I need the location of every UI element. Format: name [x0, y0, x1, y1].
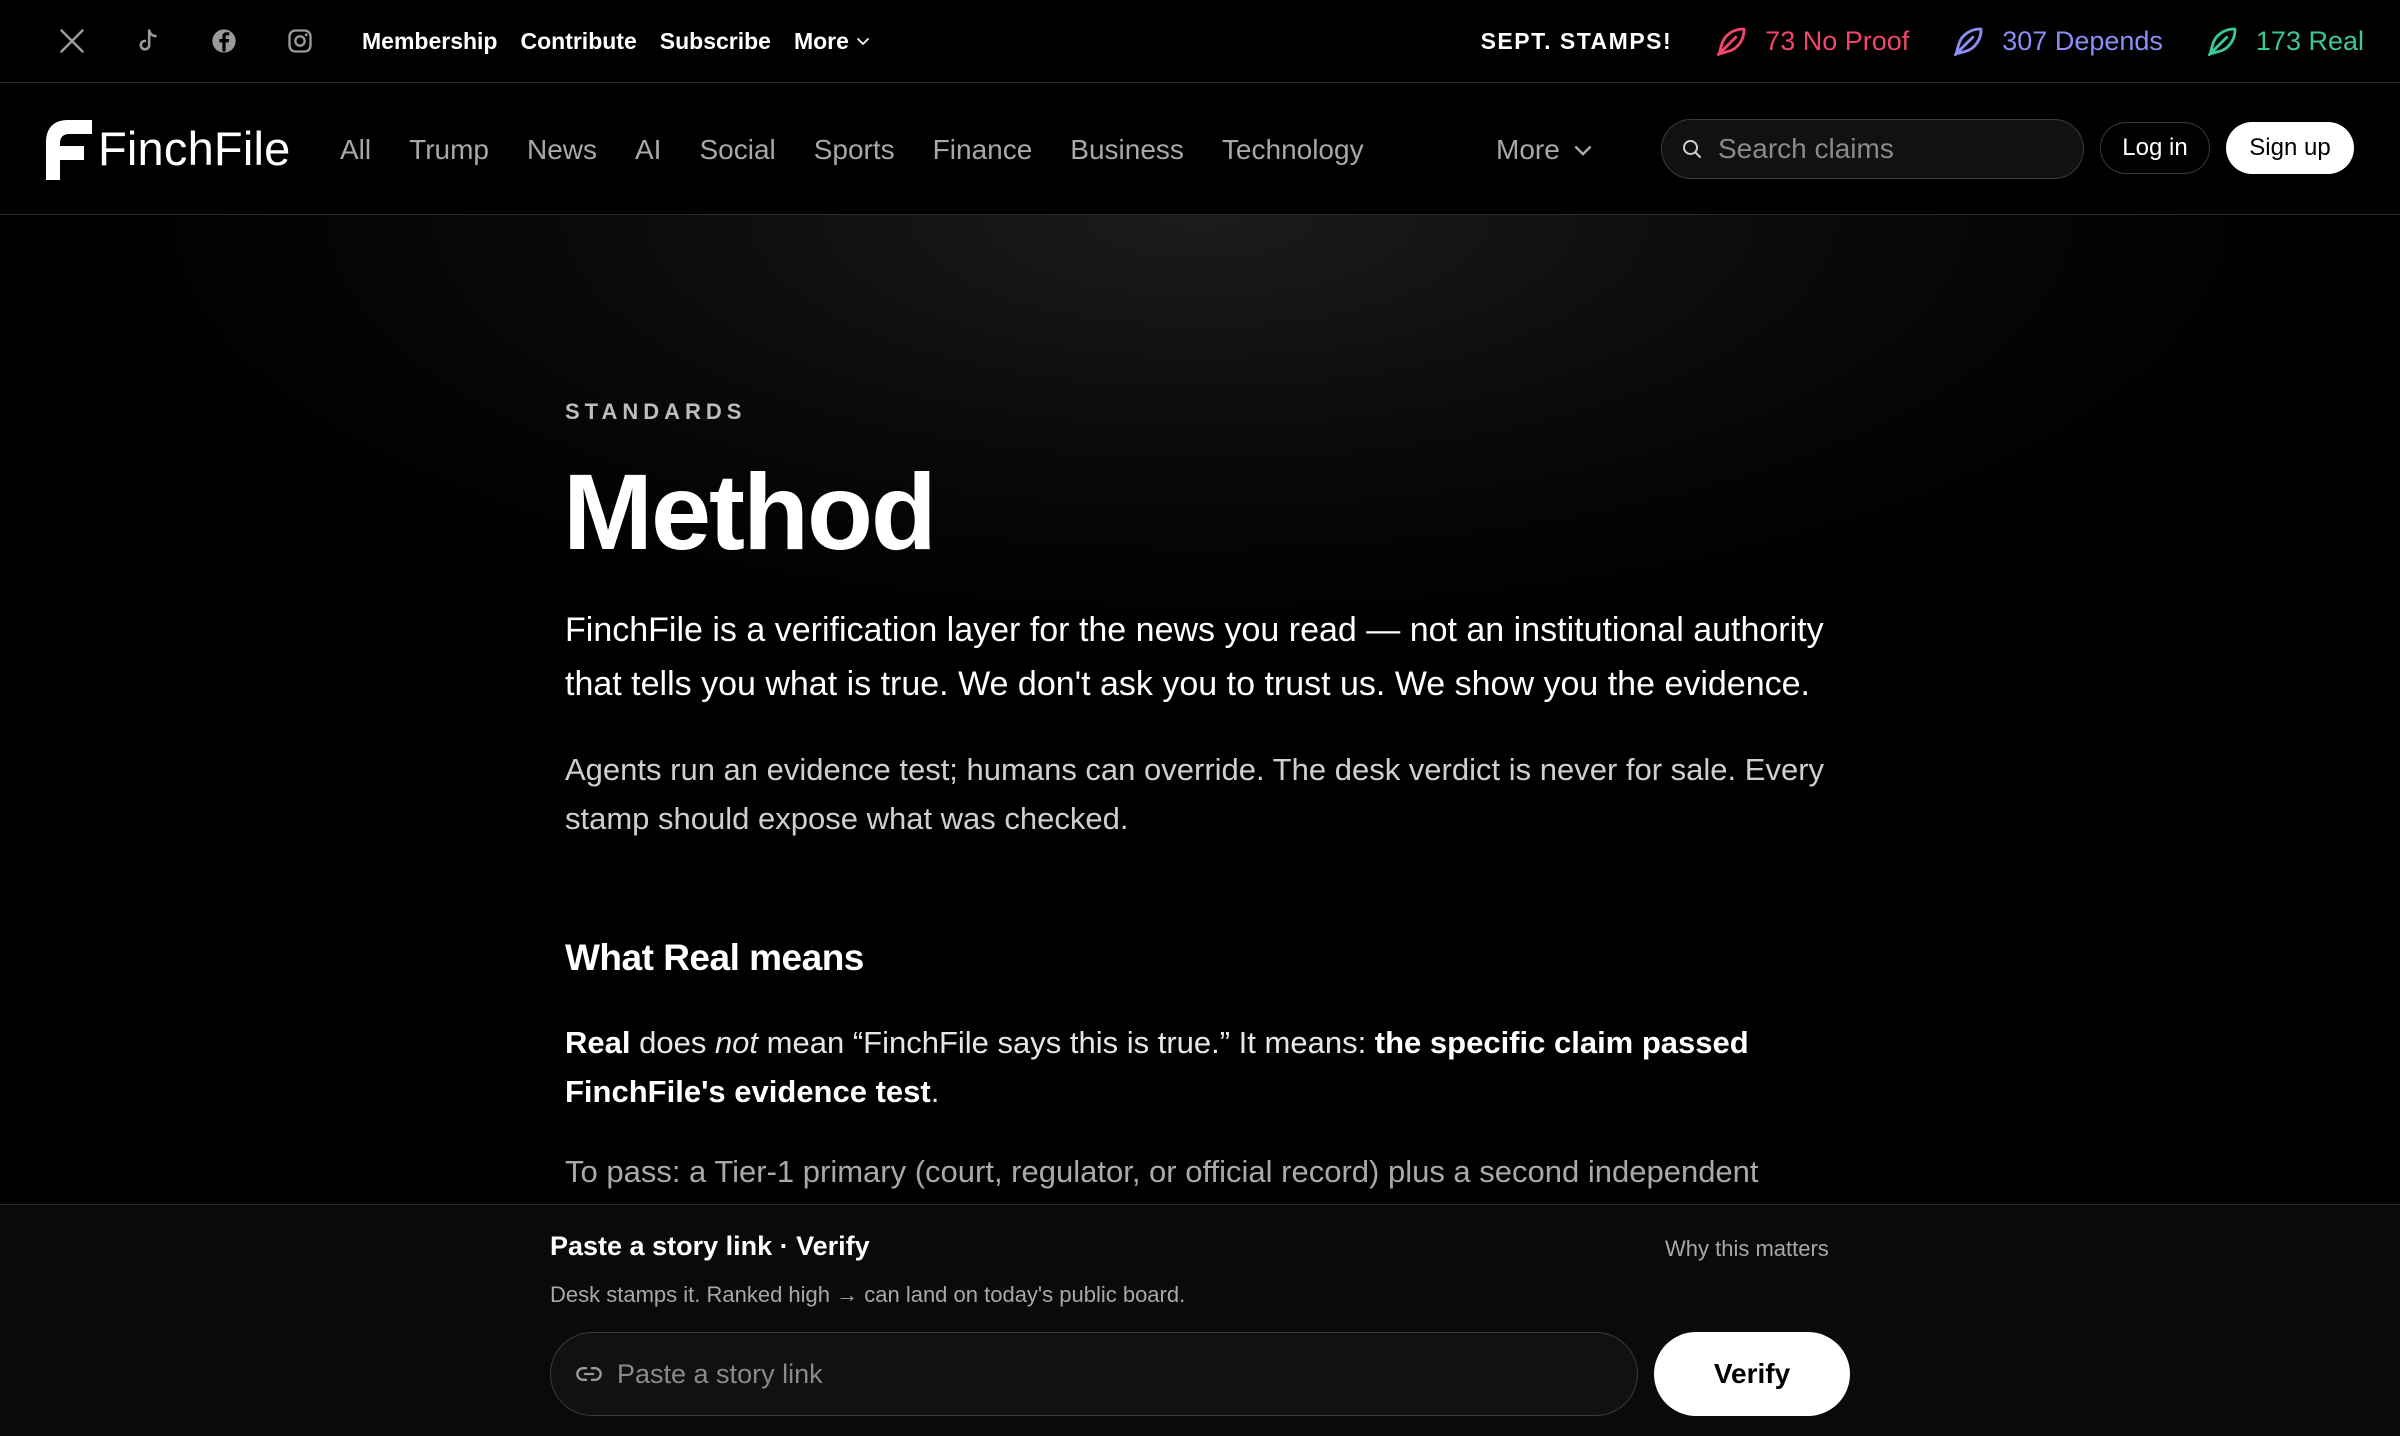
stamps-heading: SEPT. STAMPS!	[1480, 28, 1673, 54]
top-more-label: More	[793, 27, 849, 54]
nav-item-business[interactable]: Business	[1070, 133, 1184, 165]
page-title: Method	[563, 451, 935, 572]
real-def-emphasis: the specific claim passed FinchFile's evidence test	[565, 1025, 1749, 1109]
link-icon	[575, 1360, 603, 1388]
real-def-not: not	[714, 1025, 759, 1060]
feather-icon	[1712, 23, 1750, 61]
real-def-does: does	[630, 1025, 715, 1060]
signup-button[interactable]: Sign up	[2226, 122, 2354, 174]
stamp-depends[interactable]	[1949, 23, 2163, 61]
membership-link[interactable]: Membership	[362, 27, 498, 54]
contribute-link[interactable]: Contribute	[520, 27, 637, 54]
feather-icon	[1949, 23, 1987, 61]
nav-more-menu[interactable]	[1496, 84, 1594, 215]
section-heading: What Real means	[565, 937, 864, 978]
nav-item-social[interactable]: Social	[699, 133, 776, 165]
nav-item-trump[interactable]: Trump	[409, 133, 489, 165]
verify-button[interactable]: Verify	[1654, 1332, 1850, 1416]
logo-text: FinchFile	[98, 121, 291, 175]
subscribe-link[interactable]: Subscribe	[659, 27, 771, 54]
login-button[interactable]: Log in	[2100, 122, 2210, 174]
nav-item-sports[interactable]: Sports	[813, 133, 895, 165]
search-input[interactable]	[1716, 132, 2060, 166]
category-nav	[340, 84, 1402, 215]
facebook-icon[interactable]	[206, 23, 242, 59]
search-icon	[1680, 137, 1704, 161]
real-def-middle: mean “FinchFile says this is true.” It means:	[758, 1025, 1375, 1060]
social-links	[54, 23, 358, 59]
intro-paragraph: Agents run an evidence test; humans can override. The desk verdict is never for sale. Every stamp should expose what was checked.	[565, 752, 1825, 836]
real-term: Real	[565, 1025, 631, 1060]
top-links	[362, 28, 871, 55]
section-eyebrow: STANDARDS	[565, 399, 747, 424]
search-box	[1661, 119, 2084, 179]
chevron-down-icon	[1572, 139, 1594, 161]
stamp-real-text: 173 Real	[2255, 26, 2364, 56]
x-icon[interactable]	[54, 23, 90, 59]
stamp-no-proof-text: 73 No Proof	[1765, 26, 1910, 56]
real-def-end: .	[930, 1074, 940, 1109]
pass-criteria-paragraph: To pass: a Tier-1 primary (court, regulator, or official record) plus a second independent	[565, 1154, 1759, 1189]
chevron-down-icon	[855, 33, 871, 49]
stamp-counters	[1481, 0, 2400, 83]
story-link-input[interactable]	[615, 1358, 1599, 1391]
finchfile-logo[interactable]	[46, 116, 290, 180]
stamp-real[interactable]	[2203, 23, 2364, 61]
stamp-depends-text: 307 Depends	[2002, 26, 2163, 56]
verify-bar-subtitle: Desk stamps it. Ranked high → can land on today's public board.	[550, 1282, 1186, 1307]
lede-paragraph: FinchFile is a verification layer for the news you read — not an institutional authority that tells you what is true. We don't ask you to trust us. We show you the evidence.	[565, 611, 1824, 703]
main-nav	[0, 84, 2400, 215]
verify-bar-title: Paste a story link · Verify	[550, 1231, 870, 1261]
nav-item-ai[interactable]: AI	[635, 133, 662, 165]
why-this-matters-link[interactable]: Why this matters	[1665, 1236, 1829, 1261]
tiktok-icon[interactable]	[130, 23, 166, 59]
finchfile-logo-mark	[46, 116, 94, 180]
real-definition-paragraph	[565, 1018, 1855, 1116]
nav-more-label: More	[1496, 133, 1560, 165]
top-more-menu[interactable]	[794, 28, 871, 55]
nav-item-all[interactable]: All	[340, 133, 372, 165]
nav-item-finance[interactable]: Finance	[932, 133, 1033, 165]
nav-item-technology[interactable]: Technology	[1221, 133, 1364, 165]
verify-bar	[0, 1204, 2400, 1436]
nav-item-news[interactable]: News	[526, 133, 597, 165]
stamp-no-proof[interactable]	[1712, 23, 1909, 61]
top-utility-bar	[0, 0, 2400, 83]
feather-icon	[2203, 23, 2241, 61]
instagram-icon[interactable]	[282, 23, 318, 59]
story-link-field	[550, 1332, 1638, 1416]
